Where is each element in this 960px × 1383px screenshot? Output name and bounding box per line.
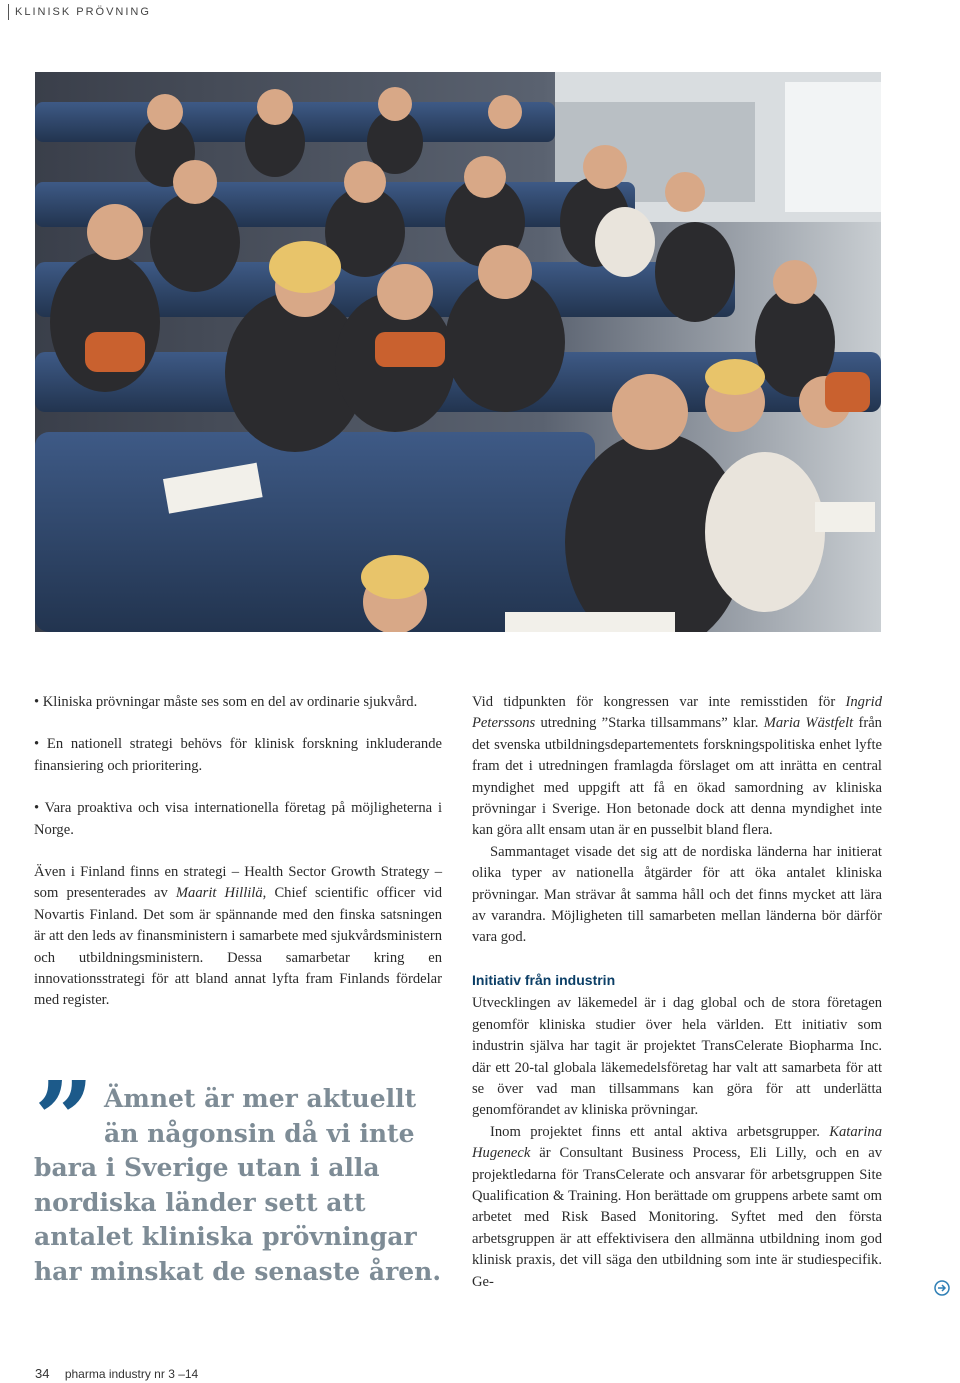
conference-audience-photo — [35, 72, 881, 632]
paragraph — [472, 1122, 882, 1293]
person-name: Maarit Hillilä — [175, 885, 263, 902]
text-span: Även i Finland finns en strategi – Health Sector Growth Strategy – som presenterades av — [34, 864, 442, 902]
text-span: Inom projektet finns ett antal aktiva arbetsgrupper. — [490, 1123, 830, 1140]
pull-quote — [34, 1082, 454, 1289]
pull-quote-line: Ämnet är mer aktuellt — [104, 1084, 417, 1113]
paragraph: Utvecklingen av läkemedel är i dag global och de stora företagen genomför kliniska studier över hela världen. Ett initiativ som industrin själva har tagit är projektet TransCelerate Biopharma Inc. där ett 20-tal globala läkemedelsföretag har valt att samarbeta för att se över vad man tillsammans kan göra för att underlätta genomförandet av kliniska prövningar. — [472, 995, 882, 1119]
right-column — [472, 692, 882, 1293]
person-name: Maria Wästfelt — [763, 715, 854, 732]
left-column — [34, 692, 442, 1012]
publication-name: pharma industry nr 3 –14 — [64, 1367, 199, 1381]
quote-mark-icon: ” — [34, 1058, 94, 1181]
pull-quote-line: bara i Sverige utan i alla nordiska länder sett att antalet kliniska prövningar har minskat de senaste åren. — [34, 1153, 442, 1286]
person-name: Ingrid Peterssons — [472, 694, 882, 732]
photo-illustration — [35, 72, 881, 632]
text-span: från det svenska utbildningsdepartementets forskningspolitiska enhet lyfte fram det i utredningen framlagda förslaget om att inrätta en central myndighet med uppgift att få en ökad samordning av kliniska prövningar i Sverige. Hon betonade dock att denna myndighet inte kan göra allt ensam utan är en pusselbit bland flera. — [472, 715, 882, 839]
subheading: Initiativ från industrin — [472, 971, 616, 988]
section-header: KLINISK PRÖVNING — [8, 4, 151, 20]
pull-quote-line: än någonsin då vi inte — [104, 1118, 415, 1148]
text-span: utredning ”Starka tillsammans” klar. — [535, 715, 764, 732]
paragraph — [472, 692, 882, 842]
paragraph — [34, 862, 442, 1012]
bullet-point: • En nationell strategi behövs för klinisk forskning inkluderande finansiering och prioritering. — [34, 736, 442, 774]
person-name: Katarina Hugeneck — [472, 1123, 882, 1162]
text-span: är Consultant Business Process, Eli Lilly, och en av projektledarna för TransCelerate och ansvarar för arbetsgruppen Site Qualification & Training. Hon berättade om gruppens arbete samt om arbetet med Risk Based Monitoring. Syftet med den första arbetsgruppen är att effektivisera den allmänna utbildning inom god klinisk praxis, det vill säga den utbildning som inte är studiespecifik. Ge- — [472, 1145, 882, 1290]
bullet-point: • Kliniska prövningar måste ses som en del av ordinarie sjukvård. — [34, 694, 418, 710]
bullet-point: • Vara proaktiva och visa internationella företag på möjligheterna i Norge. — [34, 800, 442, 838]
page-number: 34 — [35, 1366, 50, 1381]
text-span: , Chief scientific officer vid Novartis Finland. Det som är spännande med den finska satsningen är att den leds av finansministern i samarbete med sjukvårdsministern och utbildningsministern. Dessa samarbetar kring en innovationsstrategi för att bland annat lyfta fram Finlands fördelar med register. — [34, 885, 442, 1009]
text-span: Vid tidpunkten för kongressen var inte remisstiden för — [472, 694, 846, 710]
paragraph: Sammantaget visade det sig att de nordiska länderna har initierat olika typer av nationella åtgärder för att öka antalet kliniska prövningar. Man strävar åt samma håll och det finns mycket att lära av varandra. Möjligheten till samarbeten mellan länderna bör därför vara god. — [472, 843, 882, 946]
arrow-right-circle-icon[interactable] — [934, 1280, 950, 1296]
page-footer — [35, 1366, 198, 1381]
